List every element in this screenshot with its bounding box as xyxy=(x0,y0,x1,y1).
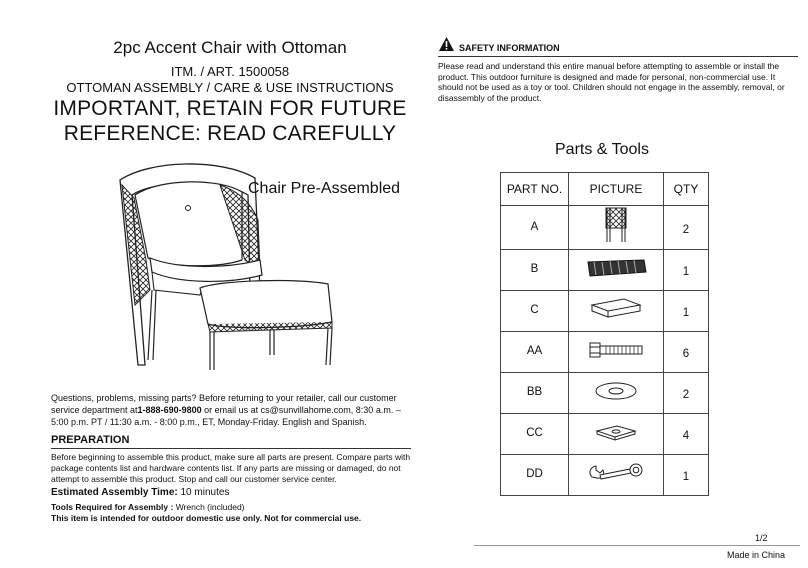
leg-frame-icon xyxy=(601,206,631,244)
part-no: B xyxy=(530,263,539,275)
safety-text: Please read and understand this entire manual before attempting to assemble or install the product. This outdoor furniture is designed and made for personal, non-commercial use. It should not be used as a toy or tool. Children should not engage in the assembly, removal, or disassembly of the product. xyxy=(438,61,785,103)
bolt-icon xyxy=(586,340,646,360)
est-label: Estimated Assembly Time: xyxy=(51,487,178,498)
preparation-text: Before beginning to assemble this product, make sure all parts are present. Compare parts with package contents list and hardware contents list. If any parts are missing or damaged, do not attempt to assemble this product. Stop and call our customer service center. xyxy=(51,452,411,484)
table-header-row xyxy=(501,173,709,206)
safety-heading-bar xyxy=(438,36,798,57)
quantity: 6 xyxy=(682,348,690,360)
part-no: CC xyxy=(526,427,543,439)
footer-divider xyxy=(474,545,800,546)
made-in-label: Made in China xyxy=(727,550,786,560)
table-row xyxy=(501,373,709,414)
table-row xyxy=(501,455,709,496)
item-number: ITM. / ART. 1500058 xyxy=(170,64,290,79)
parts-table xyxy=(500,172,709,496)
table-row xyxy=(501,291,709,332)
square-washer-icon xyxy=(591,422,641,442)
customer-service-note xyxy=(51,392,416,428)
preparation-heading: PREPARATION xyxy=(51,434,411,449)
part-no: DD xyxy=(526,468,543,480)
tools-value: Wrench (included) xyxy=(173,502,245,512)
washer-icon xyxy=(591,380,641,402)
parts-tools-title: Parts & Tools xyxy=(555,141,649,158)
document-subtitle: OTTOMAN ASSEMBLY / CARE & USE INSTRUCTIONS xyxy=(66,80,394,95)
quantity: 1 xyxy=(682,471,690,483)
part-no: BB xyxy=(526,386,543,398)
wrench-icon xyxy=(586,461,646,485)
page-number: 1/2 xyxy=(755,533,768,543)
wicker-panel-icon xyxy=(584,258,648,278)
tools-label: Tools Required for Assembly : xyxy=(51,502,174,512)
quantity: 2 xyxy=(682,389,690,401)
table-row xyxy=(501,250,709,291)
est-value: 10 minutes xyxy=(177,487,230,498)
part-no: A xyxy=(530,220,539,233)
quantity: 4 xyxy=(682,430,690,442)
column-header-qty: QTY xyxy=(664,173,709,206)
document-title: 2pc Accent Chair with Ottoman xyxy=(113,38,347,57)
outdoor-use-note: This item is intended for outdoor domestic use only. Not for commercial use. xyxy=(51,513,362,523)
tools-required xyxy=(51,502,245,512)
cushion-icon xyxy=(588,297,644,321)
quantity: 2 xyxy=(682,223,690,236)
table-row xyxy=(501,414,709,455)
contact-text-before: Questions, problems, missing parts? Before returning to your retailer, call our customer service department at xyxy=(51,393,397,415)
warning-icon xyxy=(438,36,455,52)
table-row xyxy=(501,206,709,250)
quantity: 1 xyxy=(682,307,690,319)
part-no: C xyxy=(530,304,539,316)
important-notice-line1: IMPORTANT, RETAIN FOR FUTURE xyxy=(53,97,407,120)
contact-text-after: or email us at cs@sunvillahome.com, 8:30 a.m. – 5:00 p.m. PT / 11:30 a.m. - 8:00 p.m., ET, Monday-Friday. English and Spanish. xyxy=(51,405,401,427)
part-no: AA xyxy=(526,345,543,357)
column-header-picture: PICTURE xyxy=(569,173,664,206)
column-header-part-no: PART NO. xyxy=(501,173,569,206)
phone-number: 1-888-690-9800 xyxy=(137,405,202,415)
estimated-assembly-time xyxy=(51,487,229,498)
safety-heading: SAFETY INFORMATION xyxy=(459,43,560,53)
table-row xyxy=(501,332,709,373)
important-notice-line2: REFERENCE: READ CAREFULLY xyxy=(63,122,397,145)
chair-pre-assembled-label: Chair Pre-Assembled xyxy=(248,180,401,197)
quantity: 1 xyxy=(682,266,690,278)
